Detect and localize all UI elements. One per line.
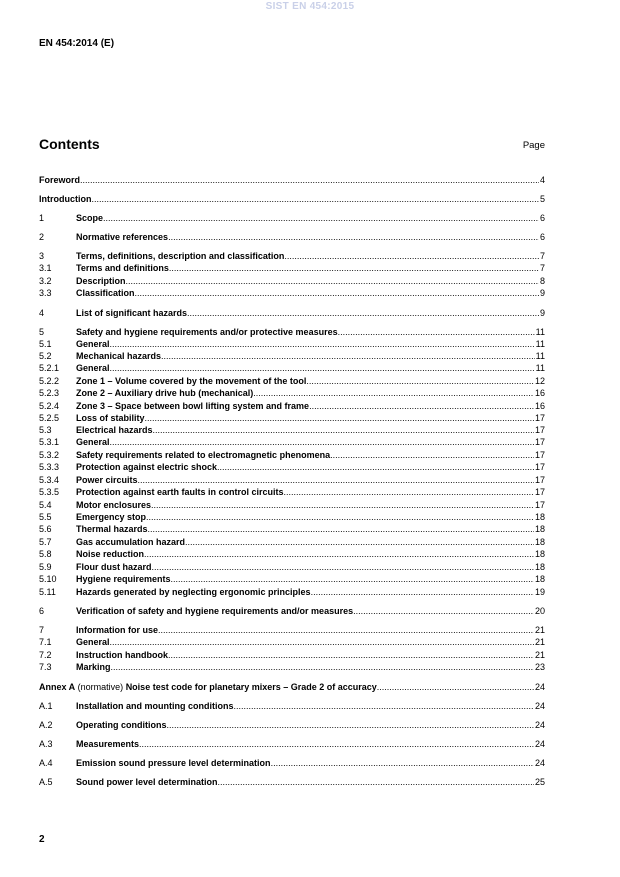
toc-entry-title: Hygiene requirements: [76, 574, 171, 584]
toc-entry-title: Description: [76, 276, 126, 286]
toc-entry-page: 7: [539, 251, 545, 261]
toc-entry[interactable]: [39, 757, 545, 769]
toc-entry[interactable]: [39, 449, 545, 461]
toc-entry-number: 5.4: [39, 500, 52, 510]
toc-entry[interactable]: [39, 400, 545, 412]
toc-leader-dots: [338, 327, 535, 338]
toc-leader-dots: [146, 512, 534, 523]
toc-leader-dots: [80, 175, 539, 186]
toc-entry[interactable]: [39, 776, 545, 788]
toc-entry-page: 17: [534, 475, 545, 485]
toc-entry-number: 5.1: [39, 339, 52, 349]
toc-entry[interactable]: [39, 586, 545, 598]
toc-entry-page: 18: [534, 549, 545, 559]
toc-entry[interactable]: [39, 387, 545, 399]
toc-entry-page: 4: [539, 175, 545, 185]
toc-leader-dots: [284, 251, 539, 262]
toc-entry[interactable]: [39, 661, 545, 673]
toc-entry-number: 3.1: [39, 263, 52, 273]
toc-entry-page: 11: [535, 351, 545, 361]
toc-entry-number: 5.9: [39, 562, 52, 572]
toc-entry-number: 5.2.1: [39, 363, 60, 373]
toc-entry-number: 2: [39, 232, 45, 242]
toc-entry-title: Mechanical hazards: [76, 351, 162, 361]
toc-entry-page: 19: [534, 587, 545, 597]
toc-entry-title: Gas accumulation hazard: [76, 537, 186, 547]
toc-entry-title: General: [76, 637, 110, 647]
toc-leader-dots: [92, 194, 539, 205]
toc-entry-title: Zone 1 – Volume covered by the movement of the tool: [76, 376, 307, 386]
toc-entry-title: Safety requirements related to electromagnetic phenomena: [76, 450, 331, 460]
toc-leader-dots: [185, 537, 534, 548]
toc-entry-page: 7: [539, 263, 545, 273]
toc-entry-title: Classification: [76, 288, 135, 298]
toc-entry-number: 5.7: [39, 537, 52, 547]
toc-entry-title: Noise reduction: [76, 549, 145, 559]
toc-leader-dots: [171, 574, 534, 585]
toc-leader-dots: [167, 720, 534, 731]
toc-leader-dots: [110, 437, 534, 448]
toc-entry-page: 24: [534, 739, 545, 749]
toc-entry[interactable]: [39, 511, 545, 523]
toc-entry-title: Motor enclosures: [76, 500, 152, 510]
toc-entry-page: 5: [539, 194, 545, 204]
toc-entry[interactable]: [39, 605, 545, 617]
toc-entry-title: Power circuits: [76, 475, 138, 485]
toc-entry-number: 5.11: [39, 587, 56, 597]
toc-entry-number: 5.2.2: [39, 376, 60, 386]
toc-entry-page: 18: [534, 537, 545, 547]
toc-entry-title: General: [76, 339, 110, 349]
toc-leader-dots: [153, 425, 534, 436]
toc-entry-number: 7.3: [39, 662, 52, 672]
toc-entry-page: 21: [534, 650, 545, 660]
toc-entry-page: 6: [539, 232, 545, 242]
toc-entry-page: 18: [534, 512, 545, 522]
toc-leader-dots: [330, 450, 534, 461]
toc-entry-number: 6: [39, 606, 45, 616]
toc-entry-title: Verification of safety and hygiene requirements and/or measures: [76, 606, 354, 616]
toc-entry[interactable]: [39, 436, 545, 448]
toc-entry[interactable]: [39, 350, 545, 362]
toc-entry-page: 6: [539, 213, 545, 223]
toc-entry-page: 17: [534, 487, 545, 497]
toc-entry-title: Safety and hygiene requirements and/or protective measures: [76, 327, 338, 337]
toc-entry-title: Installation and mounting conditions: [76, 701, 234, 711]
toc-leader-dots: [152, 562, 534, 573]
toc-entry-page: 18: [534, 524, 545, 534]
toc-entry[interactable]: [39, 523, 545, 535]
toc-entry-title: Operating conditions: [76, 720, 167, 730]
toc-entry-title: Information for use: [76, 625, 159, 635]
toc-entry-number: 5.3.3: [39, 462, 60, 472]
toc-entry[interactable]: [39, 573, 545, 585]
toc-entry-page: 17: [534, 425, 545, 435]
toc-entry-number: 5.2: [39, 351, 52, 361]
toc-entry[interactable]: [39, 338, 545, 350]
toc-entry-page: 11: [535, 363, 545, 373]
toc-entry[interactable]: [39, 193, 545, 205]
toc-entry-title: General: [76, 363, 110, 373]
toc-entry[interactable]: [39, 649, 545, 661]
toc-entry-number: 5.6: [39, 524, 52, 534]
toc-leader-dots: [139, 739, 534, 750]
toc-entry-page: 17: [534, 437, 545, 447]
toc-entry-title: Emission sound pressure level determination: [76, 758, 271, 768]
toc-leader-dots: [311, 587, 534, 598]
toc-entry-page: 12: [534, 376, 545, 386]
toc-leader-dots: [158, 625, 534, 636]
toc-entry-number: 7: [39, 625, 45, 635]
toc-entry-page: 9: [539, 288, 545, 298]
toc-entry-page: 11: [535, 339, 545, 349]
toc-entry[interactable]: [39, 424, 545, 436]
toc-entry-title: Hazards generated by neglecting ergonomic principles: [76, 587, 311, 597]
toc-entry-page: 24: [534, 720, 545, 730]
toc-entry[interactable]: [39, 474, 545, 486]
document-id: EN 454:2014 (E): [39, 38, 115, 49]
toc-entry[interactable]: [39, 561, 545, 573]
toc-entry-page: 24: [534, 701, 545, 711]
toc-leader-dots: [353, 606, 534, 617]
toc-entry-number: A.3: [39, 739, 53, 749]
toc-leader-dots: [111, 662, 534, 673]
page-column-label: Page: [522, 140, 545, 151]
toc-entry-page: 25: [534, 777, 545, 787]
toc-entry[interactable]: [39, 375, 545, 387]
toc-entry-number: 5.10: [39, 574, 57, 584]
toc-entry-title: Measurements: [76, 739, 140, 749]
toc-leader-dots: [234, 701, 534, 712]
toc-entry[interactable]: [39, 275, 545, 287]
toc-entry[interactable]: [39, 287, 545, 299]
toc-entry[interactable]: [39, 486, 545, 498]
toc-entry-page: 11: [535, 327, 545, 337]
contents-heading: Contents: [39, 136, 100, 152]
toc-entry-number: 1: [39, 213, 45, 223]
toc-entry-title: Foreword: [39, 175, 81, 185]
toc-entry-number: 5.3.2: [39, 450, 60, 460]
toc-leader-dots: [187, 308, 539, 319]
toc-entry-page: 8: [539, 276, 545, 286]
toc-entry-title: Normative references: [76, 232, 169, 242]
toc-leader-dots: [110, 637, 534, 648]
toc-leader-dots: [145, 413, 534, 424]
toc-entry-number: 5.2.3: [39, 388, 60, 398]
toc-entry-page: 23: [534, 662, 545, 672]
toc-leader-dots: [138, 475, 534, 486]
toc-entry[interactable]: [39, 636, 545, 648]
toc-entry-page: 20: [534, 606, 545, 616]
toc-entry-number: A.2: [39, 720, 53, 730]
toc-entry-title: Protection against earth faults in control circuits: [76, 487, 284, 497]
toc-entry[interactable]: [39, 174, 545, 186]
toc-entry[interactable]: [39, 250, 545, 262]
toc-entry-page: 21: [534, 625, 545, 635]
toc-entry-number: 5.3.1: [39, 437, 60, 447]
toc-leader-dots: [126, 276, 539, 287]
toc-entry-number: 5.3.5: [39, 487, 60, 497]
toc-entry-number: 5: [39, 327, 45, 337]
toc-entry-title: Marking: [76, 662, 111, 672]
toc-leader-dots: [168, 232, 539, 243]
toc-entry-number: 5.2.5: [39, 413, 60, 423]
toc-entry[interactable]: [39, 536, 545, 548]
toc-entry-number: A.4: [39, 758, 53, 768]
toc-leader-dots: [110, 363, 535, 374]
toc-entry[interactable]: [39, 412, 545, 424]
toc-entry-title: Emergency stop: [76, 512, 147, 522]
toc-entry-number: 5.5: [39, 512, 52, 522]
toc-entry[interactable]: [39, 499, 545, 511]
toc-entry-number: 4: [39, 308, 45, 318]
toc-leader-dots: [306, 376, 534, 387]
toc-leader-dots: [253, 388, 534, 399]
toc-entry-title: Electrical hazards: [76, 425, 153, 435]
toc-entry-page: 24: [534, 758, 545, 768]
toc-leader-dots: [110, 339, 535, 350]
toc-leader-dots: [218, 777, 534, 788]
toc-entry-number: 5.3.4: [39, 475, 60, 485]
toc-entry-page: 24: [534, 682, 545, 692]
toc-entry[interactable]: [39, 307, 545, 319]
toc-entry-number: 3: [39, 251, 45, 261]
toc-entry[interactable]: [39, 326, 545, 338]
toc-entry-page: 18: [534, 562, 545, 572]
toc-entry-number: A.5: [39, 777, 53, 787]
toc-leader-dots: [169, 263, 539, 274]
page-number: 2: [39, 834, 45, 845]
toc-entry[interactable]: [39, 212, 545, 224]
toc-entry-title: Thermal hazards: [76, 524, 148, 534]
toc-entry-number: 5.3: [39, 425, 52, 435]
toc-leader-dots: [271, 758, 534, 769]
toc-entry-page: 16: [534, 388, 545, 398]
toc-entry[interactable]: [39, 461, 545, 473]
toc-entry-title: Instruction handbook: [76, 650, 168, 660]
toc-entry[interactable]: [39, 624, 545, 636]
toc-entry-number: 5.8: [39, 549, 52, 559]
toc-entry-page: 9: [539, 308, 545, 318]
toc-entry-page: 17: [534, 413, 545, 423]
toc-entry-title: Flour dust hazard: [76, 562, 152, 572]
toc-entry[interactable]: [39, 548, 545, 560]
toc-entry-number: 3.2: [39, 276, 52, 286]
toc-entry-title: Introduction: [39, 194, 92, 204]
toc-entry-title: General: [76, 437, 110, 447]
toc-entry-number: 7.2: [39, 650, 52, 660]
toc-leader-dots: [151, 500, 534, 511]
toc-leader-dots: [135, 288, 539, 299]
watermark: SIST EN 454:2015: [265, 1, 355, 12]
toc-leader-dots: [284, 487, 534, 498]
toc-leader-dots: [148, 524, 534, 535]
toc-entry[interactable]: [39, 700, 545, 712]
toc-entry[interactable]: [39, 719, 545, 731]
toc-entry-title: List of significant hazards: [76, 308, 188, 318]
toc-entry[interactable]: [39, 738, 545, 750]
toc-entry-title: Zone 3 – Space between bowl lifting system and frame: [76, 401, 310, 411]
toc-entry-title: Scope: [76, 213, 104, 223]
toc-entry-number: 5.2.4: [39, 401, 60, 411]
toc-leader-dots: [309, 401, 534, 412]
toc-entry[interactable]: [39, 262, 545, 274]
toc-entry-page: 16: [534, 401, 545, 411]
toc-entry-title: Terms, definitions, description and classification: [76, 251, 285, 261]
toc-entry-title: Sound power level determination: [76, 777, 218, 787]
toc-entry-page: 18: [534, 574, 545, 584]
toc-entry[interactable]: [39, 231, 545, 243]
toc-entry-title: Terms and definitions: [76, 263, 169, 273]
toc-leader-dots: [103, 213, 539, 224]
toc-leader-dots: [161, 351, 535, 362]
toc-leader-dots: [377, 682, 534, 693]
toc-entry-title: Loss of stability: [76, 413, 145, 423]
toc-entry-number: 7.1: [39, 637, 52, 647]
toc-entry-page: 21: [534, 637, 545, 647]
toc-entry-page: 17: [534, 462, 545, 472]
toc-entry-page: 17: [534, 500, 545, 510]
toc-entry[interactable]: [39, 362, 545, 374]
toc-leader-dots: [168, 650, 534, 661]
toc-entry-title: Zone 2 – Auxiliary drive hub (mechanical): [76, 388, 254, 398]
toc-leader-dots: [217, 462, 534, 473]
toc-entry-title: Protection against electric shock: [76, 462, 218, 472]
toc-entry-number: A.1: [39, 701, 53, 711]
toc-entry-page: 17: [534, 450, 545, 460]
toc-entry-title: Annex A (normative) Noise test code for planetary mixers – Grade 2 of accuracy: [39, 682, 377, 692]
toc-leader-dots: [144, 549, 534, 560]
toc-entry-number: 3.3: [39, 288, 52, 298]
toc-entry[interactable]: [39, 681, 545, 693]
